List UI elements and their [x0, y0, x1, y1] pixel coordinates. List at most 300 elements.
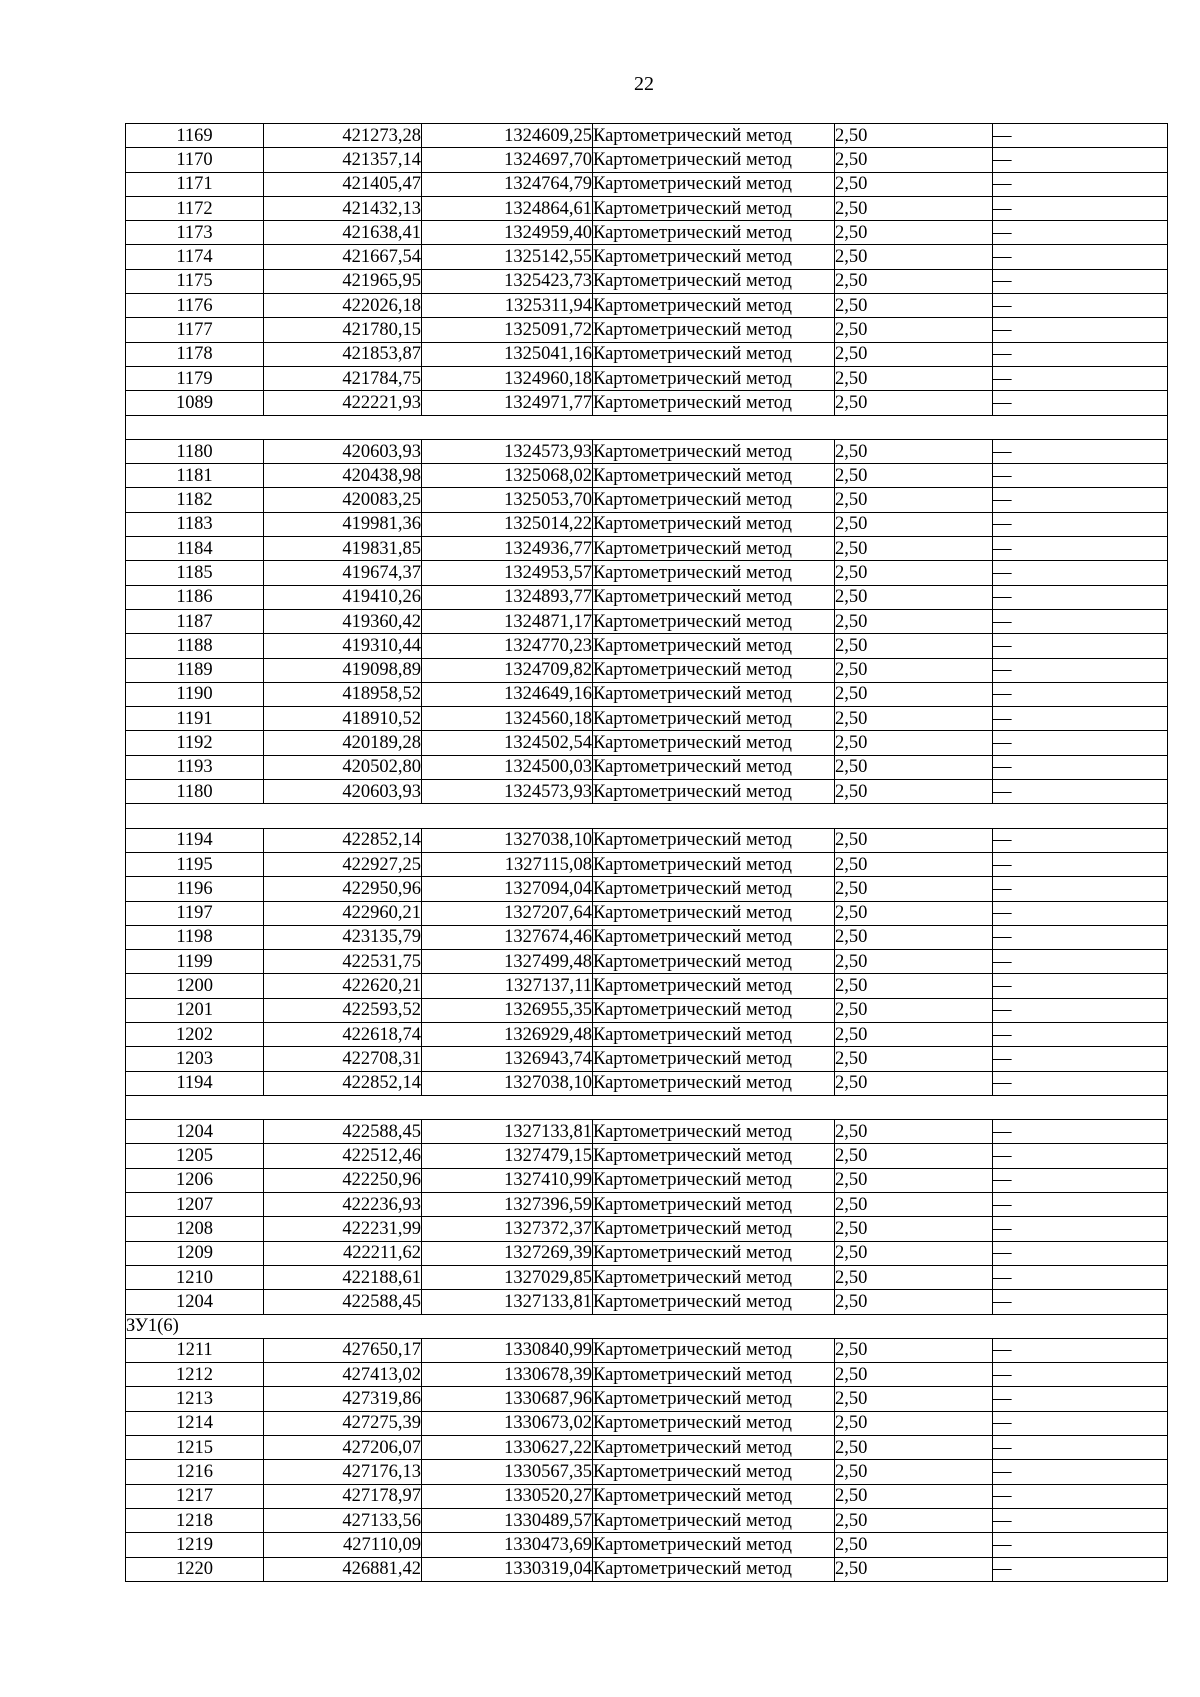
point-number-cell: 1217: [126, 1484, 264, 1508]
method-cell: Картометрический метод: [593, 780, 835, 804]
x-coordinate-cell: 421638,41: [264, 221, 422, 245]
y-coordinate-cell: 1324560,18: [422, 707, 593, 731]
note-cell: —: [993, 1436, 1168, 1460]
table-row: [126, 877, 1168, 901]
x-coordinate-cell: 422620,21: [264, 974, 422, 998]
point-number-cell: 1190: [126, 682, 264, 706]
accuracy-cell: 2,50: [835, 1217, 993, 1241]
y-coordinate-cell: 1330673,02: [422, 1411, 593, 1435]
point-number-cell: 1184: [126, 537, 264, 561]
table-row: [126, 1557, 1168, 1581]
accuracy-cell: 2,50: [835, 1168, 993, 1192]
x-coordinate-cell: 419410,26: [264, 585, 422, 609]
method-cell: Картометрический метод: [593, 148, 835, 172]
point-number-cell: 1178: [126, 342, 264, 366]
group-label: ЗУ1(6): [126, 1314, 1168, 1338]
note-cell: —: [993, 342, 1168, 366]
point-number-cell: 1186: [126, 585, 264, 609]
table-row: [126, 1460, 1168, 1484]
x-coordinate-cell: 422512,46: [264, 1144, 422, 1168]
table-row: [126, 609, 1168, 633]
table-row: [126, 731, 1168, 755]
note-cell: —: [993, 1047, 1168, 1071]
method-cell: Картометрический метод: [593, 852, 835, 876]
x-coordinate-cell: 427319,86: [264, 1387, 422, 1411]
point-number-cell: 1089: [126, 391, 264, 415]
point-number-cell: 1208: [126, 1217, 264, 1241]
accuracy-cell: 2,50: [835, 1022, 993, 1046]
method-cell: Картометрический метод: [593, 1022, 835, 1046]
note-cell: —: [993, 1533, 1168, 1557]
y-coordinate-cell: 1327029,85: [422, 1265, 593, 1289]
table-row: [126, 366, 1168, 390]
method-cell: Картометрический метод: [593, 901, 835, 925]
x-coordinate-cell: 427206,07: [264, 1436, 422, 1460]
point-number-cell: 1194: [126, 828, 264, 852]
point-number-cell: 1204: [126, 1290, 264, 1314]
point-number-cell: 1176: [126, 294, 264, 318]
x-coordinate-cell: 421357,14: [264, 148, 422, 172]
point-number-cell: 1209: [126, 1241, 264, 1265]
method-cell: Картометрический метод: [593, 464, 835, 488]
table-row: [126, 342, 1168, 366]
note-cell: —: [993, 877, 1168, 901]
accuracy-cell: 2,50: [835, 950, 993, 974]
note-cell: —: [993, 780, 1168, 804]
table-row: [126, 925, 1168, 949]
note-cell: —: [993, 245, 1168, 269]
note-cell: —: [993, 852, 1168, 876]
accuracy-cell: 2,50: [835, 1508, 993, 1532]
point-number-cell: 1183: [126, 512, 264, 536]
point-number-cell: 1205: [126, 1144, 264, 1168]
table-row: [126, 1047, 1168, 1071]
method-cell: Картометрический метод: [593, 172, 835, 196]
note-cell: —: [993, 124, 1168, 148]
y-coordinate-cell: 1324764,79: [422, 172, 593, 196]
y-coordinate-cell: 1327207,64: [422, 901, 593, 925]
method-cell: Картометрический метод: [593, 294, 835, 318]
accuracy-cell: 2,50: [835, 294, 993, 318]
table-row: [126, 950, 1168, 974]
point-number-cell: 1200: [126, 974, 264, 998]
x-coordinate-cell: 422588,45: [264, 1120, 422, 1144]
table-row: [126, 196, 1168, 220]
note-cell: —: [993, 974, 1168, 998]
accuracy-cell: 2,50: [835, 1120, 993, 1144]
x-coordinate-cell: 421780,15: [264, 318, 422, 342]
table-row: [126, 439, 1168, 463]
x-coordinate-cell: 421405,47: [264, 172, 422, 196]
y-coordinate-cell: 1324953,57: [422, 561, 593, 585]
table-row: [126, 464, 1168, 488]
point-number-cell: 1204: [126, 1120, 264, 1144]
point-number-cell: 1215: [126, 1436, 264, 1460]
table-row: [126, 124, 1168, 148]
accuracy-cell: 2,50: [835, 1387, 993, 1411]
x-coordinate-cell: 420502,80: [264, 755, 422, 779]
method-cell: Картометрический метод: [593, 537, 835, 561]
point-number-cell: 1175: [126, 269, 264, 293]
y-coordinate-cell: 1325041,16: [422, 342, 593, 366]
y-coordinate-cell: 1327133,81: [422, 1290, 593, 1314]
coordinates-table: [125, 123, 1168, 1582]
y-coordinate-cell: 1327674,46: [422, 925, 593, 949]
table-row: [126, 1363, 1168, 1387]
y-coordinate-cell: 1326943,74: [422, 1047, 593, 1071]
x-coordinate-cell: 422588,45: [264, 1290, 422, 1314]
y-coordinate-cell: 1325053,70: [422, 488, 593, 512]
note-cell: —: [993, 1241, 1168, 1265]
y-coordinate-cell: 1325142,55: [422, 245, 593, 269]
point-number-cell: 1180: [126, 780, 264, 804]
y-coordinate-cell: 1324573,93: [422, 780, 593, 804]
y-coordinate-cell: 1327038,10: [422, 1071, 593, 1095]
table-row: [126, 852, 1168, 876]
point-number-cell: 1201: [126, 998, 264, 1022]
accuracy-cell: 2,50: [835, 269, 993, 293]
y-coordinate-cell: 1327372,37: [422, 1217, 593, 1241]
x-coordinate-cell: 418958,52: [264, 682, 422, 706]
method-cell: Картометрический метод: [593, 1484, 835, 1508]
x-coordinate-cell: 422927,25: [264, 852, 422, 876]
accuracy-cell: 2,50: [835, 1241, 993, 1265]
method-cell: Картометрический метод: [593, 585, 835, 609]
method-cell: Картометрический метод: [593, 124, 835, 148]
note-cell: —: [993, 1363, 1168, 1387]
method-cell: Картометрический метод: [593, 974, 835, 998]
table-row: [126, 561, 1168, 585]
x-coordinate-cell: 427110,09: [264, 1533, 422, 1557]
table-row: [126, 1290, 1168, 1314]
accuracy-cell: 2,50: [835, 1460, 993, 1484]
accuracy-cell: 2,50: [835, 537, 993, 561]
note-cell: —: [993, 1120, 1168, 1144]
point-number-cell: 1170: [126, 148, 264, 172]
y-coordinate-cell: 1324609,25: [422, 124, 593, 148]
note-cell: —: [993, 318, 1168, 342]
accuracy-cell: 2,50: [835, 1484, 993, 1508]
accuracy-cell: 2,50: [835, 901, 993, 925]
x-coordinate-cell: 419981,36: [264, 512, 422, 536]
point-number-cell: 1182: [126, 488, 264, 512]
coordinates-table-body: [126, 124, 1168, 1582]
method-cell: Картометрический метод: [593, 634, 835, 658]
note-cell: —: [993, 1338, 1168, 1362]
note-cell: —: [993, 1265, 1168, 1289]
method-cell: Картометрический метод: [593, 1168, 835, 1192]
x-coordinate-cell: 421667,54: [264, 245, 422, 269]
note-cell: —: [993, 512, 1168, 536]
note-cell: —: [993, 172, 1168, 196]
accuracy-cell: 2,50: [835, 707, 993, 731]
separator-cell: [126, 1095, 1168, 1119]
accuracy-cell: 2,50: [835, 1265, 993, 1289]
method-cell: Картометрический метод: [593, 366, 835, 390]
point-number-cell: 1187: [126, 609, 264, 633]
method-cell: Картометрический метод: [593, 828, 835, 852]
note-cell: —: [993, 488, 1168, 512]
method-cell: Картометрический метод: [593, 877, 835, 901]
x-coordinate-cell: 422221,93: [264, 391, 422, 415]
note-cell: —: [993, 901, 1168, 925]
point-number-cell: 1173: [126, 221, 264, 245]
y-coordinate-cell: 1324709,82: [422, 658, 593, 682]
table-row: [126, 707, 1168, 731]
x-coordinate-cell: 422708,31: [264, 1047, 422, 1071]
x-coordinate-cell: 421273,28: [264, 124, 422, 148]
accuracy-cell: 2,50: [835, 561, 993, 585]
accuracy-cell: 2,50: [835, 609, 993, 633]
method-cell: Картометрический метод: [593, 1265, 835, 1289]
note-cell: —: [993, 221, 1168, 245]
note-cell: —: [993, 1557, 1168, 1581]
y-coordinate-cell: 1327499,48: [422, 950, 593, 974]
point-number-cell: 1185: [126, 561, 264, 585]
table-row: [126, 1217, 1168, 1241]
method-cell: Картометрический метод: [593, 269, 835, 293]
x-coordinate-cell: 422211,62: [264, 1241, 422, 1265]
x-coordinate-cell: 419098,89: [264, 658, 422, 682]
note-cell: —: [993, 439, 1168, 463]
x-coordinate-cell: 420189,28: [264, 731, 422, 755]
note-cell: —: [993, 269, 1168, 293]
y-coordinate-cell: 1326929,48: [422, 1022, 593, 1046]
x-coordinate-cell: 418910,52: [264, 707, 422, 731]
y-coordinate-cell: 1324893,77: [422, 585, 593, 609]
point-number-cell: 1177: [126, 318, 264, 342]
y-coordinate-cell: 1327137,11: [422, 974, 593, 998]
note-cell: —: [993, 1168, 1168, 1192]
table-row: [126, 1265, 1168, 1289]
table-row: [126, 172, 1168, 196]
accuracy-cell: 2,50: [835, 148, 993, 172]
method-cell: Картометрический метод: [593, 609, 835, 633]
x-coordinate-cell: 420438,98: [264, 464, 422, 488]
separator-cell: [126, 804, 1168, 828]
y-coordinate-cell: 1324971,77: [422, 391, 593, 415]
point-number-cell: 1174: [126, 245, 264, 269]
x-coordinate-cell: 422852,14: [264, 1071, 422, 1095]
method-cell: Картометрический метод: [593, 1338, 835, 1362]
x-coordinate-cell: 421965,95: [264, 269, 422, 293]
note-cell: —: [993, 634, 1168, 658]
y-coordinate-cell: 1330319,04: [422, 1557, 593, 1581]
method-cell: Картометрический метод: [593, 1144, 835, 1168]
x-coordinate-cell: 420083,25: [264, 488, 422, 512]
point-number-cell: 1180: [126, 439, 264, 463]
note-cell: —: [993, 1022, 1168, 1046]
note-cell: —: [993, 1193, 1168, 1217]
point-number-cell: 1207: [126, 1193, 264, 1217]
point-number-cell: 1169: [126, 124, 264, 148]
y-coordinate-cell: 1324500,03: [422, 755, 593, 779]
x-coordinate-cell: 419831,85: [264, 537, 422, 561]
accuracy-cell: 2,50: [835, 925, 993, 949]
note-cell: —: [993, 366, 1168, 390]
table-row: [126, 1338, 1168, 1362]
y-coordinate-cell: 1327269,39: [422, 1241, 593, 1265]
table-row: [126, 221, 1168, 245]
y-coordinate-cell: 1330687,96: [422, 1387, 593, 1411]
point-number-cell: 1189: [126, 658, 264, 682]
method-cell: Картометрический метод: [593, 950, 835, 974]
method-cell: Картометрический метод: [593, 1241, 835, 1265]
table-row: [126, 1022, 1168, 1046]
note-cell: —: [993, 1508, 1168, 1532]
accuracy-cell: 2,50: [835, 877, 993, 901]
note-cell: —: [993, 391, 1168, 415]
y-coordinate-cell: 1327396,59: [422, 1193, 593, 1217]
separator-row: [126, 415, 1168, 439]
table-row: [126, 1484, 1168, 1508]
accuracy-cell: 2,50: [835, 755, 993, 779]
y-coordinate-cell: 1330627,22: [422, 1436, 593, 1460]
x-coordinate-cell: 419674,37: [264, 561, 422, 585]
table-row: [126, 901, 1168, 925]
y-coordinate-cell: 1327038,10: [422, 828, 593, 852]
x-coordinate-cell: 422188,61: [264, 1265, 422, 1289]
method-cell: Картометрический метод: [593, 196, 835, 220]
note-cell: —: [993, 537, 1168, 561]
note-cell: —: [993, 682, 1168, 706]
x-coordinate-cell: 420603,93: [264, 780, 422, 804]
method-cell: Картометрический метод: [593, 221, 835, 245]
y-coordinate-cell: 1330567,35: [422, 1460, 593, 1484]
method-cell: Картометрический метод: [593, 1460, 835, 1484]
x-coordinate-cell: 422618,74: [264, 1022, 422, 1046]
separator-row: [126, 1095, 1168, 1119]
y-coordinate-cell: 1327115,08: [422, 852, 593, 876]
method-cell: Картометрический метод: [593, 245, 835, 269]
x-coordinate-cell: 422950,96: [264, 877, 422, 901]
y-coordinate-cell: 1324871,17: [422, 609, 593, 633]
table-row: [126, 998, 1168, 1022]
accuracy-cell: 2,50: [835, 488, 993, 512]
x-coordinate-cell: 422852,14: [264, 828, 422, 852]
y-coordinate-cell: 1325423,73: [422, 269, 593, 293]
accuracy-cell: 2,50: [835, 658, 993, 682]
point-number-cell: 1219: [126, 1533, 264, 1557]
note-cell: —: [993, 1217, 1168, 1241]
table-row: [126, 658, 1168, 682]
y-coordinate-cell: 1324959,40: [422, 221, 593, 245]
point-number-cell: 1192: [126, 731, 264, 755]
accuracy-cell: 2,50: [835, 1047, 993, 1071]
note-cell: —: [993, 707, 1168, 731]
y-coordinate-cell: 1327410,99: [422, 1168, 593, 1192]
note-cell: —: [993, 585, 1168, 609]
point-number-cell: 1212: [126, 1363, 264, 1387]
y-coordinate-cell: 1330520,27: [422, 1484, 593, 1508]
accuracy-cell: 2,50: [835, 366, 993, 390]
point-number-cell: 1216: [126, 1460, 264, 1484]
y-coordinate-cell: 1326955,35: [422, 998, 593, 1022]
point-number-cell: 1179: [126, 366, 264, 390]
table-row: [126, 755, 1168, 779]
method-cell: Картометрический метод: [593, 1290, 835, 1314]
note-cell: —: [993, 1290, 1168, 1314]
point-number-cell: 1172: [126, 196, 264, 220]
accuracy-cell: 2,50: [835, 1533, 993, 1557]
x-coordinate-cell: 420603,93: [264, 439, 422, 463]
note-cell: —: [993, 148, 1168, 172]
separator-cell: [126, 415, 1168, 439]
table-row: [126, 585, 1168, 609]
method-cell: Картометрический метод: [593, 1047, 835, 1071]
note-cell: —: [993, 998, 1168, 1022]
point-number-cell: 1181: [126, 464, 264, 488]
table-row: [126, 294, 1168, 318]
accuracy-cell: 2,50: [835, 318, 993, 342]
table-row: [126, 682, 1168, 706]
method-cell: Картометрический метод: [593, 1436, 835, 1460]
table-row: [126, 1387, 1168, 1411]
point-number-cell: 1210: [126, 1265, 264, 1289]
method-cell: Картометрический метод: [593, 391, 835, 415]
y-coordinate-cell: 1324573,93: [422, 439, 593, 463]
point-number-cell: 1206: [126, 1168, 264, 1192]
accuracy-cell: 2,50: [835, 682, 993, 706]
point-number-cell: 1218: [126, 1508, 264, 1532]
note-cell: —: [993, 561, 1168, 585]
accuracy-cell: 2,50: [835, 634, 993, 658]
method-cell: Картометрический метод: [593, 318, 835, 342]
table-row: [126, 1411, 1168, 1435]
accuracy-cell: 2,50: [835, 1144, 993, 1168]
method-cell: Картометрический метод: [593, 1411, 835, 1435]
note-cell: —: [993, 1484, 1168, 1508]
x-coordinate-cell: 422593,52: [264, 998, 422, 1022]
y-coordinate-cell: 1325014,22: [422, 512, 593, 536]
x-coordinate-cell: 422960,21: [264, 901, 422, 925]
x-coordinate-cell: 421853,87: [264, 342, 422, 366]
point-number-cell: 1220: [126, 1557, 264, 1581]
method-cell: Картометрический метод: [593, 755, 835, 779]
accuracy-cell: 2,50: [835, 439, 993, 463]
table-row: [126, 488, 1168, 512]
method-cell: Картометрический метод: [593, 1217, 835, 1241]
accuracy-cell: 2,50: [835, 1338, 993, 1362]
point-number-cell: 1199: [126, 950, 264, 974]
table-row: [126, 318, 1168, 342]
table-row: [126, 780, 1168, 804]
method-cell: Картометрический метод: [593, 1533, 835, 1557]
note-cell: —: [993, 925, 1168, 949]
y-coordinate-cell: 1325068,02: [422, 464, 593, 488]
method-cell: Картометрический метод: [593, 998, 835, 1022]
point-number-cell: 1194: [126, 1071, 264, 1095]
note-cell: —: [993, 1071, 1168, 1095]
accuracy-cell: 2,50: [835, 1411, 993, 1435]
y-coordinate-cell: 1324697,70: [422, 148, 593, 172]
table-row: [126, 148, 1168, 172]
accuracy-cell: 2,50: [835, 221, 993, 245]
point-number-cell: 1213: [126, 1387, 264, 1411]
y-coordinate-cell: 1327094,04: [422, 877, 593, 901]
note-cell: —: [993, 1144, 1168, 1168]
x-coordinate-cell: 422236,93: [264, 1193, 422, 1217]
y-coordinate-cell: 1327133,81: [422, 1120, 593, 1144]
method-cell: Картометрический метод: [593, 731, 835, 755]
accuracy-cell: 2,50: [835, 512, 993, 536]
accuracy-cell: 2,50: [835, 852, 993, 876]
y-coordinate-cell: 1325091,72: [422, 318, 593, 342]
method-cell: Картометрический метод: [593, 1193, 835, 1217]
method-cell: Картометрический метод: [593, 512, 835, 536]
method-cell: Картометрический метод: [593, 1387, 835, 1411]
y-coordinate-cell: 1330678,39: [422, 1363, 593, 1387]
